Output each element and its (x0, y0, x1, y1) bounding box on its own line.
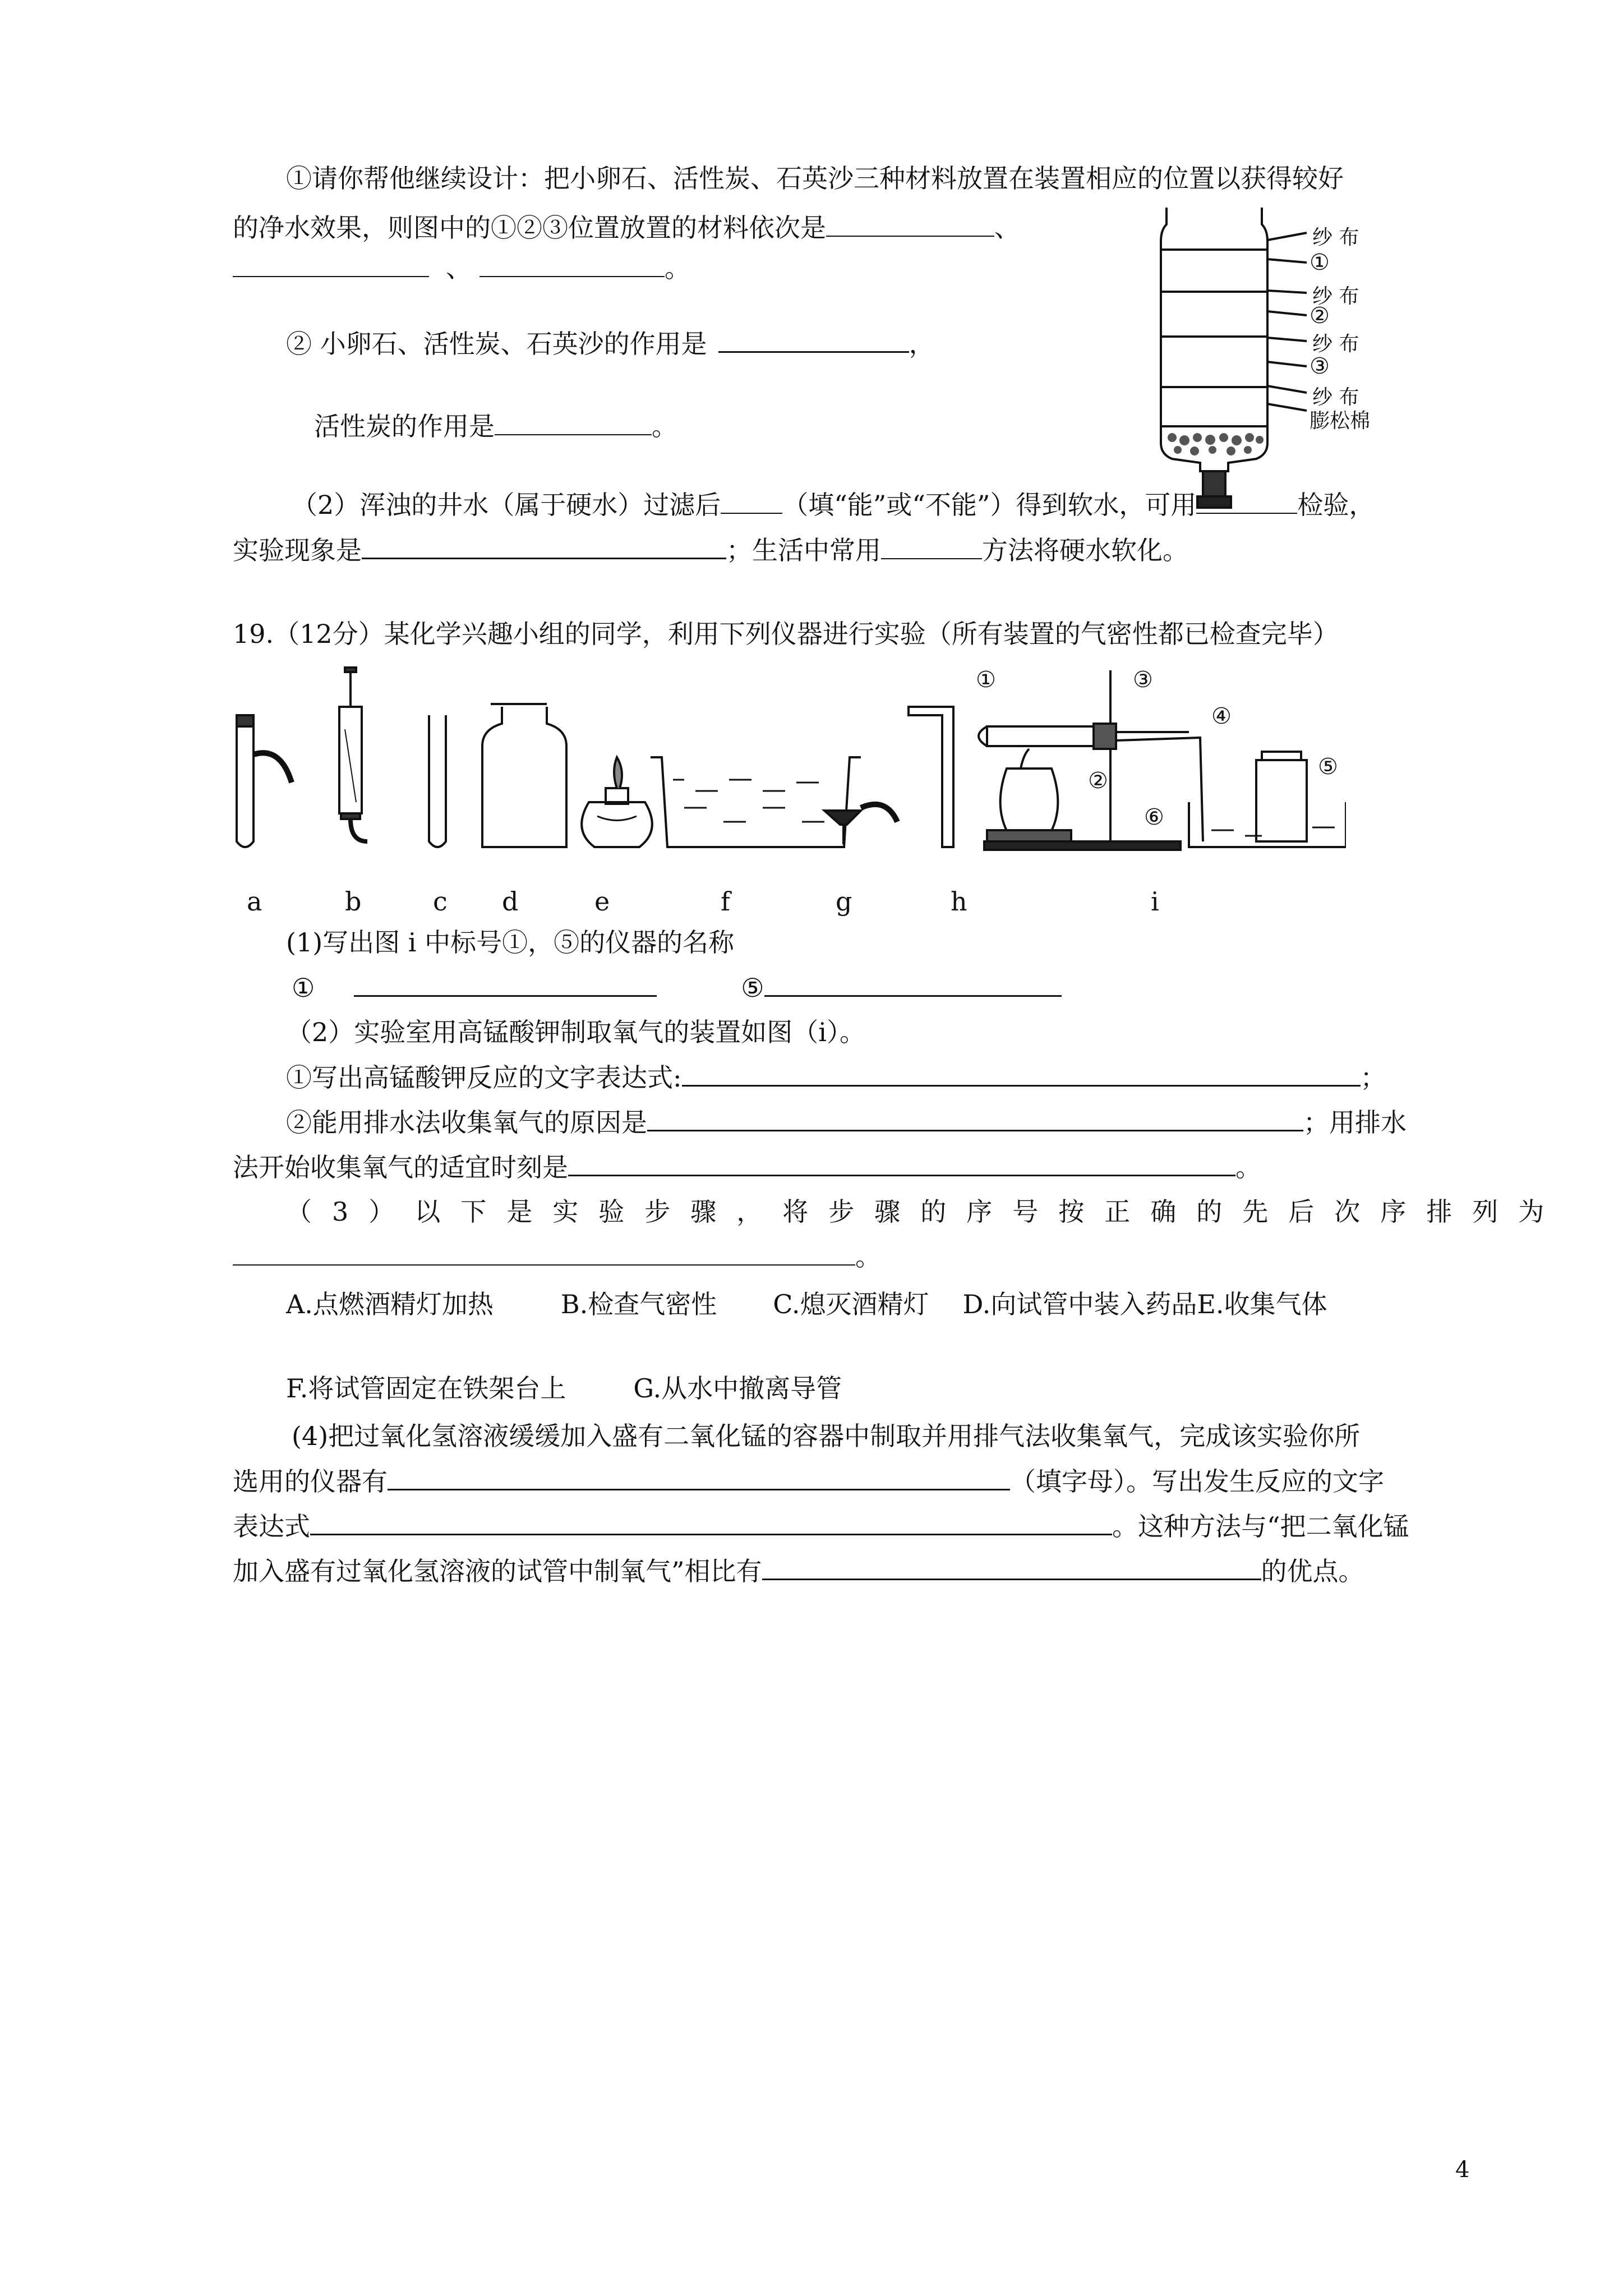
page-number: 4 (1455, 2157, 1470, 2183)
q19-4-line4 (233, 1554, 1364, 1588)
q19-3-line: （3）以下是实验步骤，将步骤的序号按正确的先后次序排列为 (286, 1197, 1565, 1227)
q19-2-2-line2 (233, 1150, 1261, 1184)
q18-p2-text-a: （2）浑浊的井水（属于硬水）过滤后 (292, 490, 721, 520)
separator: 、 (446, 253, 472, 283)
q18-1-text: 的净水效果，则图中的①②③位置放置的材料依次是 (233, 213, 826, 243)
q19-3-blank-line (233, 1240, 881, 1273)
q19-4-text-b: （填字母）。写出发生反应的文字 (1010, 1466, 1384, 1497)
q19-1-blanks (292, 970, 1062, 1005)
q18-2-line (286, 326, 935, 361)
step-a: A.点燃酒精灯加热 (286, 1289, 494, 1319)
marker-1: ① (976, 667, 996, 693)
q18-1-line2 (233, 211, 1020, 245)
q18-p2-line2 (233, 533, 1188, 567)
q19-2-1-text: ①写出高锰酸钾反应的文字表达式: (286, 1062, 682, 1093)
step-f: F.将试管固定在铁架台上 (286, 1373, 566, 1404)
step-d: D.向试管中装入药品 (962, 1289, 1197, 1319)
q18-p2-text-d: 实验现象是 (233, 535, 362, 565)
marker-4: ④ (1211, 703, 1232, 729)
answer-blank-3[interactable] (479, 251, 665, 277)
filter-label-2: ① (1310, 250, 1330, 275)
step-c: C.熄灭酒精灯 (773, 1289, 929, 1319)
period: 。 (652, 411, 677, 441)
answer-blank-10[interactable] (354, 970, 657, 997)
filter-label-6: ③ (1310, 353, 1330, 379)
step-g: G.从水中撤离导管 (633, 1373, 842, 1404)
apparatus-label-i: i (1151, 886, 1159, 917)
apparatus-label-a: a (247, 886, 262, 917)
marker-5: ⑤ (1318, 754, 1338, 780)
filter-label-5: 纱 布 (1312, 333, 1359, 356)
q19-4-text-d: 。这种方法与“把二氧化锰 (1112, 1511, 1409, 1542)
water-filter-diagram (1150, 208, 1413, 522)
q19-4-text-a: 选用的仪器有 (233, 1466, 388, 1497)
q19-2-2-text-a: ②能用排水法收集氧气的原因是 (286, 1107, 647, 1138)
marker-3: ③ (1133, 667, 1153, 693)
answer-blank-2[interactable] (233, 251, 429, 277)
q19-2-2-text-c: 法开始收集氧气的适宜时刻是 (233, 1152, 568, 1182)
step-b: B.检查气密性 (560, 1289, 717, 1319)
apparatus-label-f: f (721, 886, 731, 917)
q18-p2-text-b: （填“能”或“不能”）得到软水，可用 (782, 490, 1197, 520)
apparatus-label-e: e (594, 886, 610, 917)
q18-3-text: 活性炭的作用是 (314, 411, 495, 441)
answer-blank-6[interactable] (721, 488, 782, 514)
period: 。 (665, 253, 690, 283)
apparatus-label-h: h (951, 886, 967, 917)
answer-blank-8[interactable] (362, 533, 726, 559)
answer-blank-16[interactable] (388, 1464, 1010, 1490)
q18-1-line3 (233, 251, 690, 285)
q19-2-1-line (286, 1060, 1386, 1094)
comma: ， (909, 329, 935, 359)
period: 。 (855, 1241, 881, 1272)
apparatus-label-d: d (502, 886, 519, 917)
answer-blank-1[interactable] (826, 211, 994, 237)
marker-5-label: ⑤ (741, 973, 764, 1003)
apparatus-label-g: g (836, 886, 852, 917)
apparatus-label-b: b (345, 886, 362, 917)
answer-blank-18[interactable] (762, 1554, 1261, 1580)
filter-label-8: 膨松棉 (1310, 409, 1371, 432)
filter-label-7: 纱 布 (1312, 386, 1359, 409)
apparatus-label-c: c (433, 886, 448, 917)
marker-6: ⑥ (1144, 804, 1164, 830)
answer-blank-5[interactable] (495, 409, 652, 435)
answer-blank-17[interactable] (310, 1509, 1112, 1535)
answer-blank-13[interactable] (647, 1105, 1303, 1131)
filter-label-4: ② (1310, 303, 1330, 329)
q19-4-line3 (233, 1509, 1409, 1543)
q19-4-text-f: 的优点。 (1261, 1556, 1364, 1586)
q19-steps-line2 (286, 1372, 842, 1405)
answer-blank-12[interactable] (682, 1060, 1361, 1087)
q18-p2-text-e: ；生活中常用 (726, 535, 881, 565)
q18-p2-text-c: 检验， (1297, 490, 1375, 520)
q19-4-line1: (4)把过氧化氢溶液缓缓加入盛有二氧化锰的容器中制取并用排气法收集氧气，完成该实验你所 (292, 1421, 1361, 1451)
q19-steps-line1 (286, 1287, 1327, 1321)
filter-label-3: 纱 布 (1312, 285, 1359, 308)
q19-heading: 19.（12分）某化学兴趣小组的同学，利用下列仪器进行实验（所有装置的气密性都已检查完毕） (233, 619, 1339, 649)
semicolon: ； (1360, 1062, 1386, 1093)
q19-2-2-text-b: ；用排水 (1303, 1107, 1407, 1138)
q18-3-line (314, 409, 677, 443)
apparatus-diagram (224, 662, 1346, 864)
q19-2-line: （2）实验室用高锰酸钾制取氧气的装置如图（i）。 (286, 1017, 865, 1047)
answer-blank-14[interactable] (568, 1150, 1235, 1176)
q18-2-text: ② 小卵石、活性炭、石英沙的作用是 (286, 329, 707, 359)
q18-1-line1: ①请你帮他继续设计：把小卵石、活性炭、石英沙三种材料放置在装置相应的位置以获得较好 (286, 163, 1344, 194)
q19-4-line2 (233, 1464, 1384, 1498)
answer-blank-11[interactable] (764, 970, 1062, 997)
answer-blank-15[interactable] (233, 1240, 855, 1266)
step-e: E.收集气体 (1197, 1289, 1327, 1319)
period: 。 (1235, 1152, 1261, 1182)
marker-1-label: ① (292, 973, 315, 1003)
filter-label-1: 纱 布 (1312, 226, 1359, 249)
q19-4-text-e: 加入盛有过氧化氢溶液的试管中制氧气”相比有 (233, 1556, 762, 1586)
q19-2-2-line (286, 1105, 1407, 1139)
separator: 、 (994, 213, 1020, 243)
q18-p2-text-f: 方法将硬水软化。 (982, 535, 1188, 565)
answer-blank-4[interactable] (718, 326, 909, 353)
answer-blank-9[interactable] (881, 533, 982, 559)
marker-2: ② (1088, 768, 1108, 794)
q19-4-text-c: 表达式 (233, 1511, 310, 1542)
q19-1-line: (1)写出图 i 中标号①，⑤的仪器的名称 (286, 927, 735, 958)
